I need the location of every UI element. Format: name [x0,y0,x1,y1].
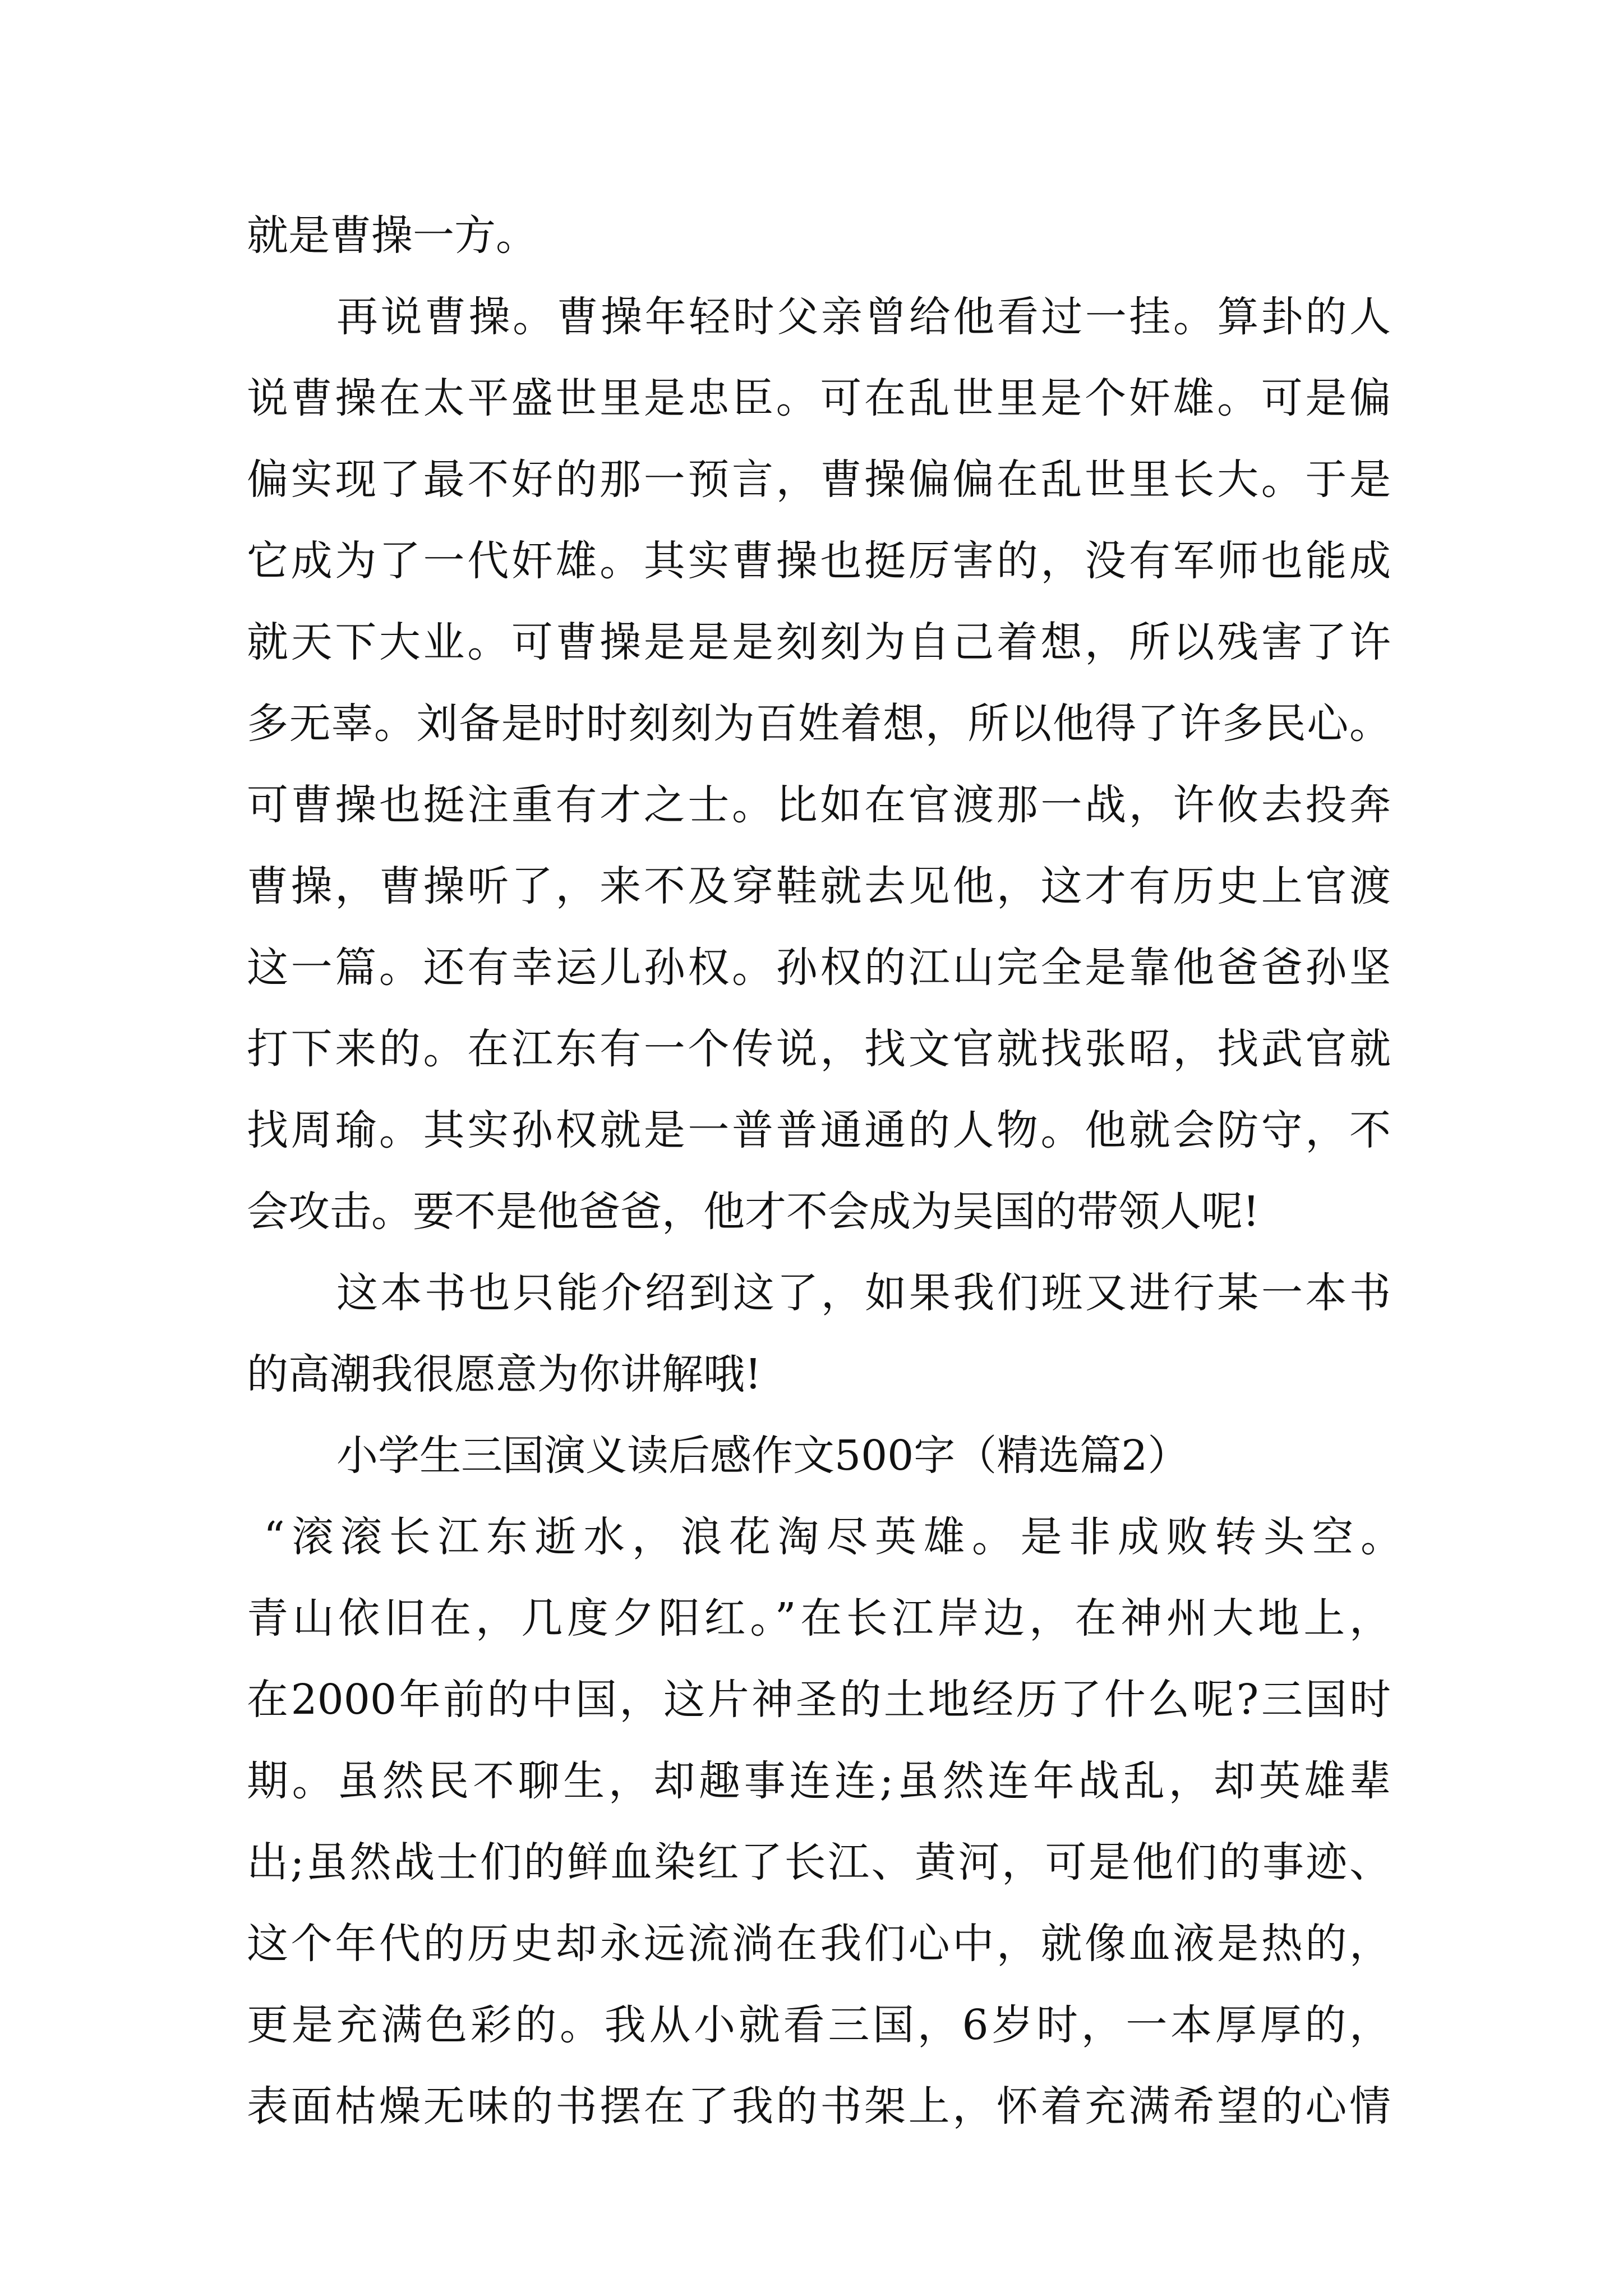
paragraph-line: 打下来的。在江东有一个传说，找文官就找张昭，找武官就 [247,1025,1391,1073]
paragraph-line: 这一篇。还有幸运儿孙权。孙权的江山完全是靠他爸爸孙坚 [247,944,1391,992]
paragraph-line: 找周瑜。其实孙权就是一普普通通的人物。他就会防守，不 [247,1106,1391,1154]
section-heading: 小学生三国演义读后感作文500字（精选篇2） [336,1432,1189,1480]
paragraph-line: 这个年代的历史却永远流淌在我们心中，就像血液是热的， [247,1920,1391,1968]
paragraph-line: 在2000年前的中国，这片神圣的土地经历了什么呢?三国时 [247,1676,1391,1724]
paragraph-line: 这本书也只能介绍到这了，如果我们班又进行某一本书 [336,1269,1391,1317]
paragraph-line: 会攻击。要不是他爸爸，他才不会成为吴国的带领人呢! [247,1188,1260,1236]
paragraph-line: 曹操，曹操听了，来不及穿鞋就去见他，这才有历史上官渡 [247,862,1391,910]
paragraph-line: “滚滚长江东逝水，浪花淘尽英雄。是非成败转头空。 [264,1513,1402,1561]
paragraph-line: 表面枯燥无味的书摆在了我的书架上，怀着充满希望的心情 [247,2082,1391,2131]
paragraph-line: 就是曹操一方。 [247,211,537,260]
paragraph-line: 的高潮我很愿意为你讲解哦! [247,1350,762,1398]
paragraph-line: 说曹操在太平盛世里是忠臣。可在乱世里是个奸雄。可是偏 [247,374,1391,422]
paragraph-line: 更是充满色彩的。我从小就看三国，6岁时，一本厚厚的， [247,2001,1391,2049]
paragraph-line: 出;虽然战士们的鲜血染红了长江、黄河，可是他们的事迹、 [247,1838,1391,1887]
paragraph-line: 再说曹操。曹操年轻时父亲曾给他看过一挂。算卦的人 [336,293,1391,341]
paragraph-line: 偏实现了最不好的那一预言，曹操偏偏在乱世里长大。于是 [247,455,1391,504]
paragraph-line: 它成为了一代奸雄。其实曹操也挺厉害的，没有军师也能成 [247,537,1391,585]
paragraph-line: 青山依旧在，几度夕阳红。”在长江岸边，在神州大地上， [247,1594,1391,1642]
paragraph-line: 多无辜。刘备是时时刻刻为百姓着想，所以他得了许多民心。 [247,700,1391,748]
paragraph-line: 期。虽然民不聊生，却趣事连连;虽然连年战乱，却英雄辈 [247,1757,1391,1805]
paragraph-line: 就天下大业。可曹操是是是刻刻为自己着想，所以残害了许 [247,618,1391,666]
paragraph-line: 可曹操也挺注重有才之士。比如在官渡那一战，许攸去投奔 [247,781,1391,829]
